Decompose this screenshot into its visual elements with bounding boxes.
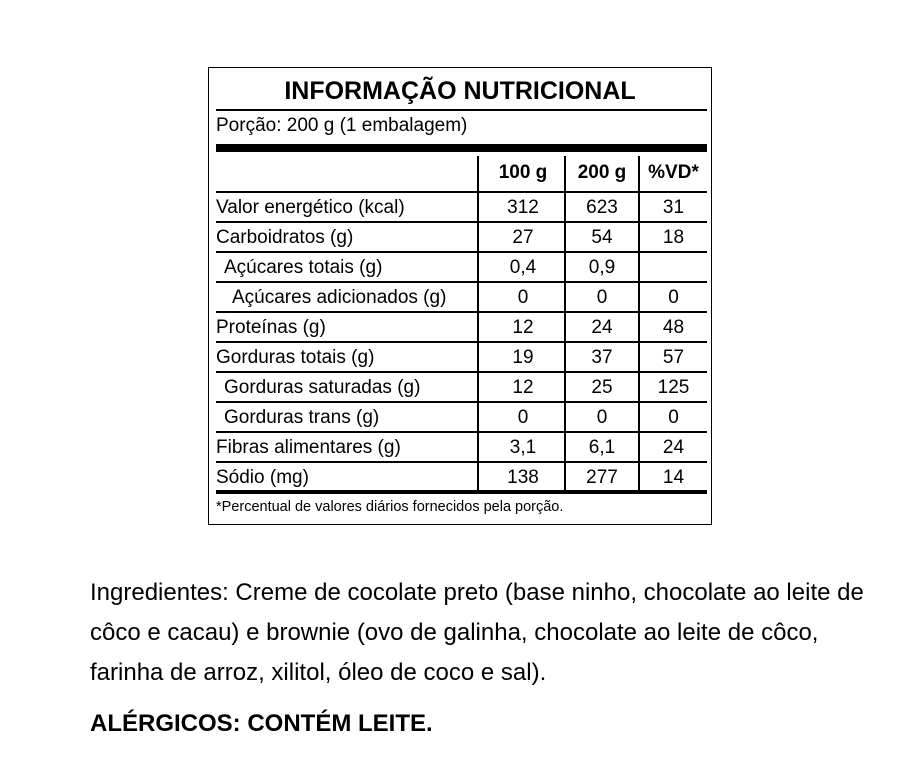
table-row	[216, 253, 707, 283]
daily-value-percent: 125	[657, 377, 690, 398]
table-row	[216, 223, 707, 253]
nutrient-name: Açúcares adicionados (g)	[232, 287, 447, 308]
value-per-200g: 0	[596, 287, 608, 308]
nutrient-name: Gorduras trans (g)	[224, 407, 380, 428]
table-row	[216, 343, 707, 373]
value-per-100g: 27	[512, 227, 534, 248]
daily-value-percent: 18	[662, 227, 685, 248]
value-per-200g: 25	[591, 377, 613, 398]
nutrient-name: Sódio (mg)	[216, 467, 309, 488]
column-header-vd: %VD*	[648, 162, 699, 183]
value-per-200g: 37	[591, 347, 613, 368]
nutrient-name: Carboidratos (g)	[216, 227, 354, 248]
daily-value-percent: 31	[662, 197, 685, 218]
table-row	[216, 373, 707, 403]
ingredients-text: Ingredientes: Creme de cocolate preto (base ninho, chocolate ao leite de côco e cacau) e brownie (ovo de galinha, chocolate ao leite de côco, farinha de arroz, xilitol, óleo de coco e sal).	[90, 579, 864, 686]
table-row	[216, 193, 707, 223]
daily-value-percent: 0	[668, 407, 679, 428]
label-title: INFORMAÇÃO NUTRICIONAL	[284, 77, 636, 105]
table-row	[216, 433, 707, 463]
table-row	[216, 313, 707, 343]
column-header-200g: 200 g	[577, 162, 627, 183]
column-header-100g: 100 g	[498, 162, 548, 183]
value-per-200g: 54	[591, 227, 613, 248]
value-per-100g: 0	[517, 407, 529, 428]
value-per-100g: 19	[512, 347, 534, 368]
portion-thick-divider	[216, 144, 707, 152]
nutrient-name: Gorduras saturadas (g)	[224, 377, 421, 398]
daily-value-percent: 14	[662, 467, 685, 488]
value-per-200g: 277	[586, 467, 618, 488]
nutrient-name: Gorduras totais (g)	[216, 347, 375, 368]
value-per-200g: 24	[591, 317, 613, 338]
table-bottom-thick-divider	[216, 490, 707, 494]
footnote: *Percentual de valores diários fornecidos pela porção.	[216, 499, 564, 515]
value-per-100g: 138	[507, 467, 539, 488]
daily-value-percent: 0	[668, 287, 679, 308]
value-per-100g: 0,4	[509, 257, 537, 278]
daily-value-percent: 48	[662, 317, 685, 338]
value-per-100g: 12	[512, 317, 534, 338]
value-per-100g: 12	[512, 377, 534, 398]
value-per-100g: 3,1	[509, 437, 537, 458]
nutrient-name: Proteínas (g)	[216, 317, 326, 338]
allergens-warning: ALÉRGICOS: CONTÉM LEITE.	[90, 710, 433, 737]
portion-size: Porção: 200 g (1 embalagem)	[216, 115, 468, 136]
value-per-200g: 6,1	[588, 437, 616, 458]
nutrient-name: Fibras alimentares (g)	[216, 437, 401, 458]
table-row	[216, 403, 707, 433]
value-per-100g: 0	[517, 287, 529, 308]
title-divider	[216, 109, 707, 111]
daily-value-percent: 57	[662, 347, 685, 368]
daily-value-percent: 24	[662, 437, 685, 458]
value-per-200g: 0	[596, 407, 608, 428]
table-row	[216, 463, 707, 493]
nutrient-name: Valor energético (kcal)	[216, 197, 405, 218]
value-per-200g: 0,9	[588, 257, 616, 278]
value-per-200g: 623	[586, 197, 618, 218]
value-per-100g: 312	[507, 197, 539, 218]
nutrient-name: Açúcares totais (g)	[224, 257, 383, 278]
table-row	[216, 283, 707, 313]
nutrition-facts-label	[208, 67, 712, 525]
